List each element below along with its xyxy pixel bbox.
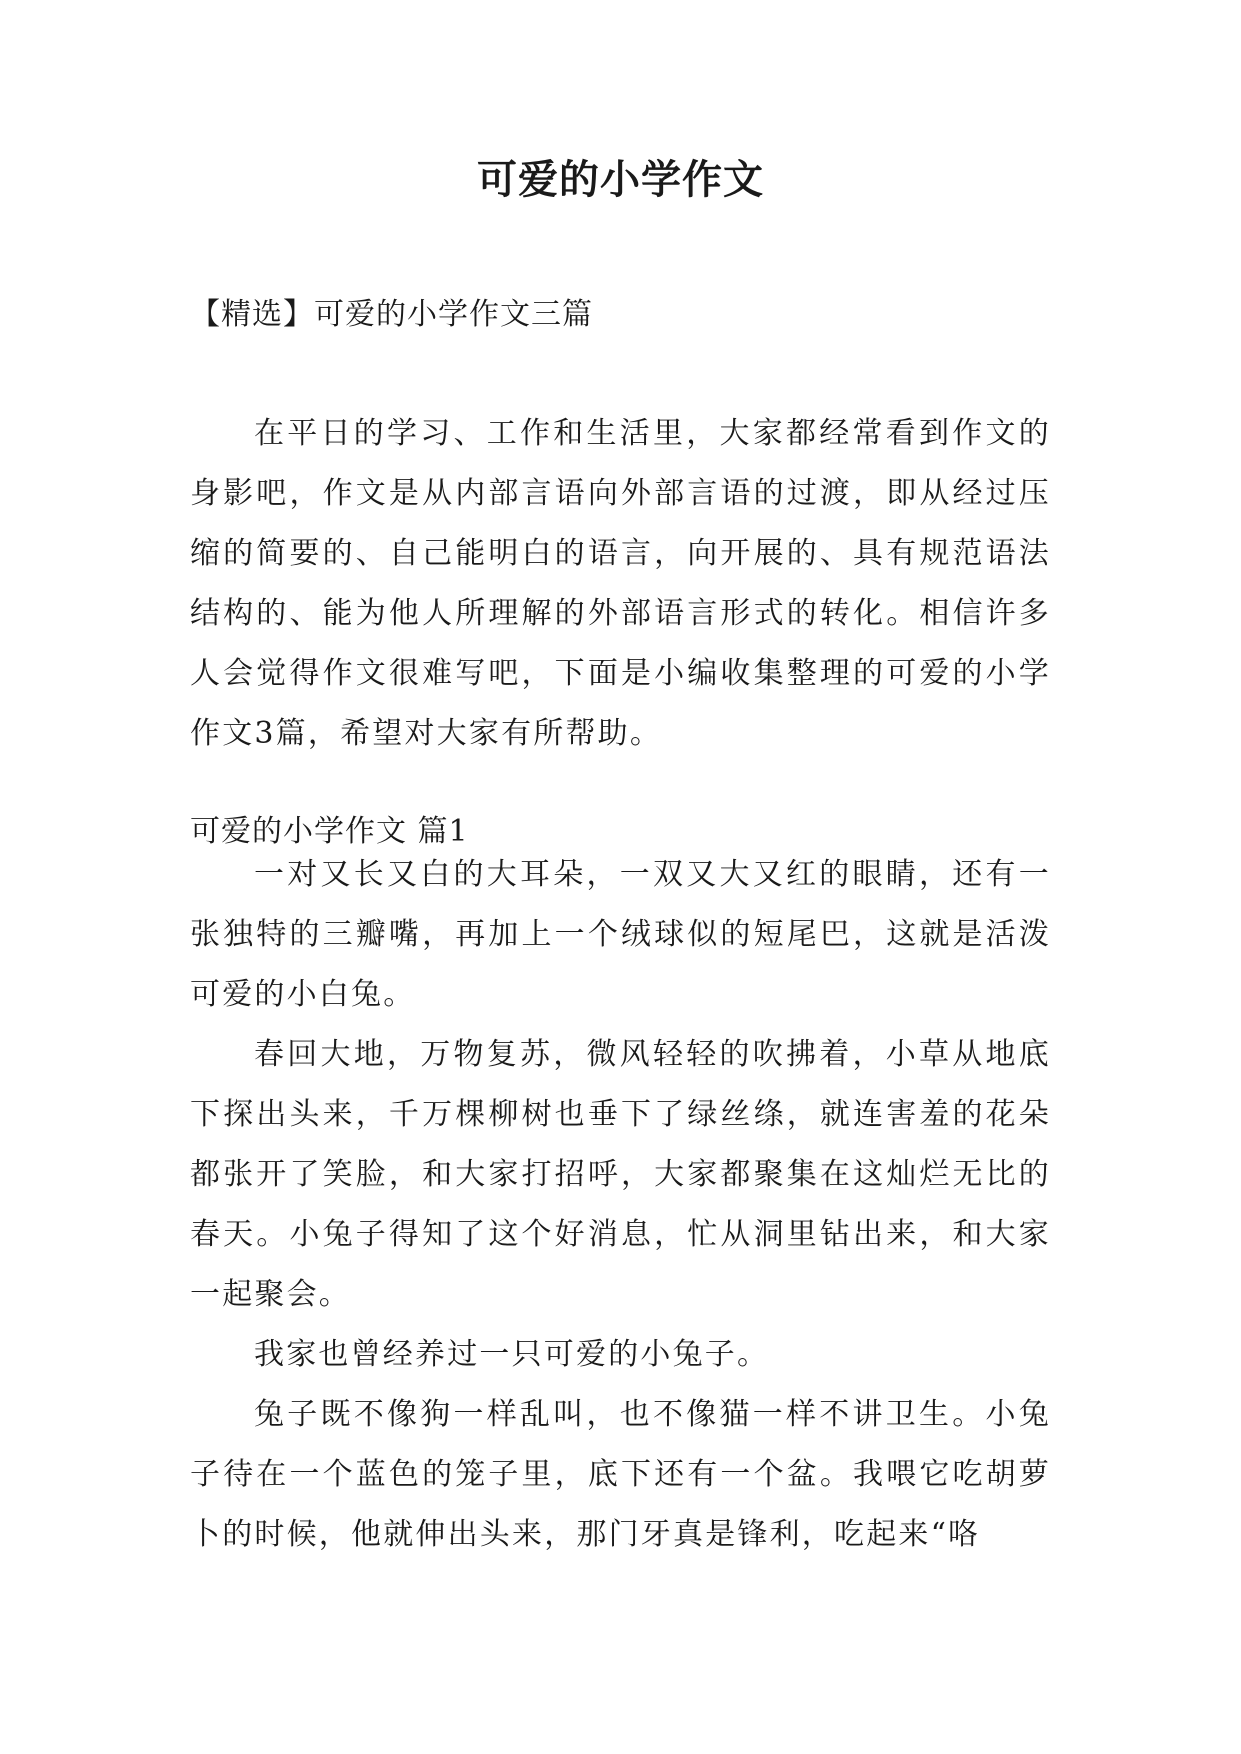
essay-paragraph: 兔子既不像狗一样乱叫，也不像猫一样不讲卫生。小兔子待在一个蓝色的笼子里，底下还有一个盆。我喂它吃胡萝卜的时候，他就伸出头来，那门牙真是锋利，吃起来“咯 (190, 1397, 1051, 1552)
essay-body (190, 845, 1051, 1565)
section-heading: 可爱的小学作文 篇1 (190, 814, 469, 849)
essay-paragraph: 我家也曾经养过一只可爱的小兔子。 (254, 1337, 770, 1372)
document-subtitle: 【精选】可爱的小学作文三篇 (190, 297, 593, 332)
essay-paragraph: 春回大地，万物复苏，微风轻轻的吹拂着，小草从地底下探出头来，千万棵柳树也垂下了绿丝绦，就连害羞的花朵都张开了笑脸，和大家打招呼，大家都聚集在这灿烂无比的春天。小兔子得知了这个好消息，忙从洞里钻出来，和大家一起聚会。 (190, 1037, 1051, 1312)
intro-paragraph: 在平日的学习、工作和生活里，大家都经常看到作文的身影吧，作文是从内部言语向外部言语的过渡，即从经过压缩的简要的、自己能明白的语言，向开展的、具有规范语法结构的、能为他人所理解的外部语言形式的转化。相信许多人会觉得作文很难写吧，下面是小编收集整理的可爱的小学作文3篇，希望对大家有所帮助。 (190, 416, 1051, 751)
document-title: 可爱的小学作文 (477, 157, 764, 203)
essay-paragraph: 一对又长又白的大耳朵，一双又大又红的眼睛，还有一张独特的三瓣嘴，再加上一个绒球似的短尾巴，这就是活泼可爱的小白兔。 (190, 857, 1051, 1012)
